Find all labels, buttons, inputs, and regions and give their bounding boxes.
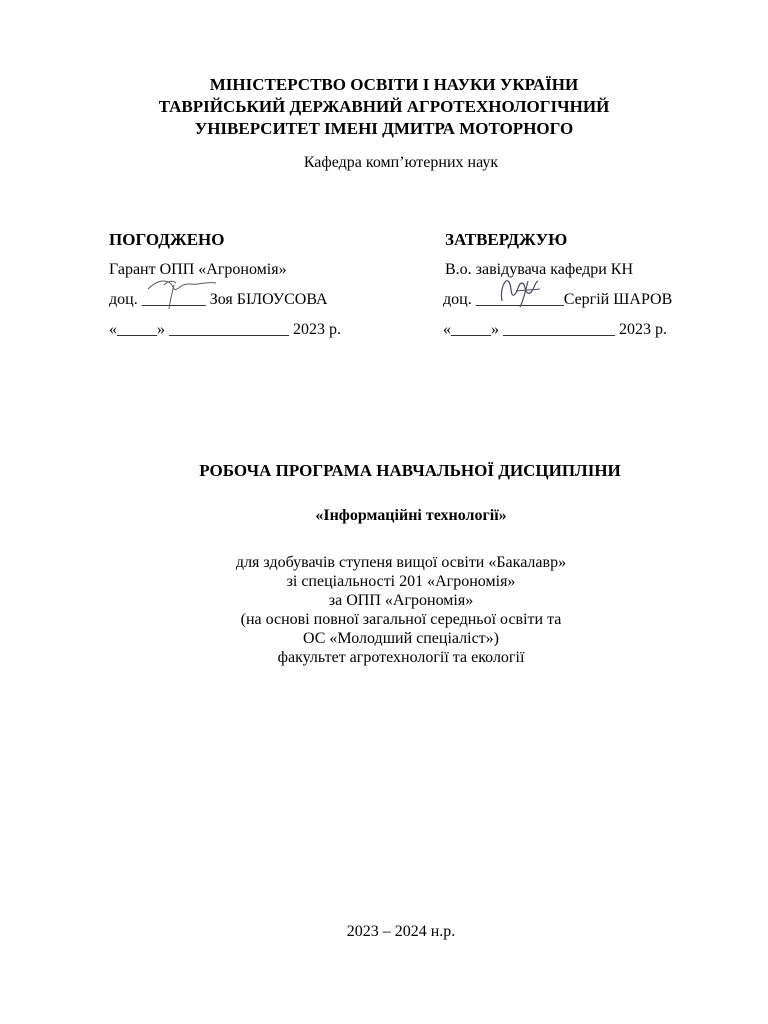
handwritten-signature-icon (142, 271, 222, 311)
approved-prefix: доц. (443, 291, 476, 308)
approved-date: «_____» ______________ 2023 р. (443, 321, 667, 338)
approved-signature (476, 285, 564, 315)
header-line-ministry: МІНІСТЕРСТВО ОСВІТИ І НАУКИ УКРАЇНИ (209, 75, 579, 94)
academic-year: 2023 – 2024 н.р. (346, 923, 456, 940)
agreed-position: Гарант ОПП «Агрономія» (109, 261, 287, 278)
details-program: за ОПП «Агрономія» (328, 592, 474, 609)
agreed-date: «_____» _______________ 2023 р. (109, 321, 341, 338)
approved-name: Сергій ШАРОВ (563, 291, 673, 308)
agreed-signature-row (109, 285, 341, 315)
department-name: Кафедра комп’ютерних наук (303, 154, 499, 171)
approved-title: ЗАТВЕРДЖУЮ (445, 230, 568, 249)
discipline-name: «Інформаційні технології» (315, 507, 507, 524)
program-title: РОБОЧА ПРОГРАМА НАВЧАЛЬНОЇ ДИСЦИПЛІНИ (199, 461, 621, 480)
agreed-prefix: доц. (109, 291, 142, 308)
details-basis-2: ОС «Молодший спеціаліст») (302, 630, 499, 647)
header-line-university-2: УНІВЕРСИТЕТ ІМЕНІ ДМИТРА МОТОРНОГО (194, 119, 574, 138)
agreed-signature (142, 285, 206, 315)
agreed-title: ПОГОДЖЕНО (109, 230, 225, 249)
approved-position: В.о. завідувача кафедри КН (445, 261, 634, 278)
details-faculty: факультет агротехнології та екології (277, 649, 525, 666)
details-specialty: зі спеціальності 201 «Агрономія» (286, 573, 516, 590)
approved-block (443, 225, 672, 345)
details-basis-1: (на основі повної загальної середньої освіти та (240, 611, 562, 628)
handwritten-signature-icon (476, 271, 556, 311)
ministry-header (0, 74, 768, 140)
approved-signature-line: ___________ (475, 291, 564, 308)
details-degree: для здобувачів ступеня вищої освіти «Бакалавр» (235, 554, 567, 571)
header-line-university-1: ТАВРІЙСЬКИЙ ДЕРЖАВНИЙ АГРОТЕХНОЛОГІЧНИЙ (158, 97, 610, 116)
agreed-block (109, 225, 341, 345)
approved-signature-row (443, 285, 672, 315)
program-details (0, 553, 768, 667)
agreed-name: Зоя БІЛОУСОВА (205, 291, 328, 308)
agreed-signature-line: ________ (141, 291, 206, 308)
